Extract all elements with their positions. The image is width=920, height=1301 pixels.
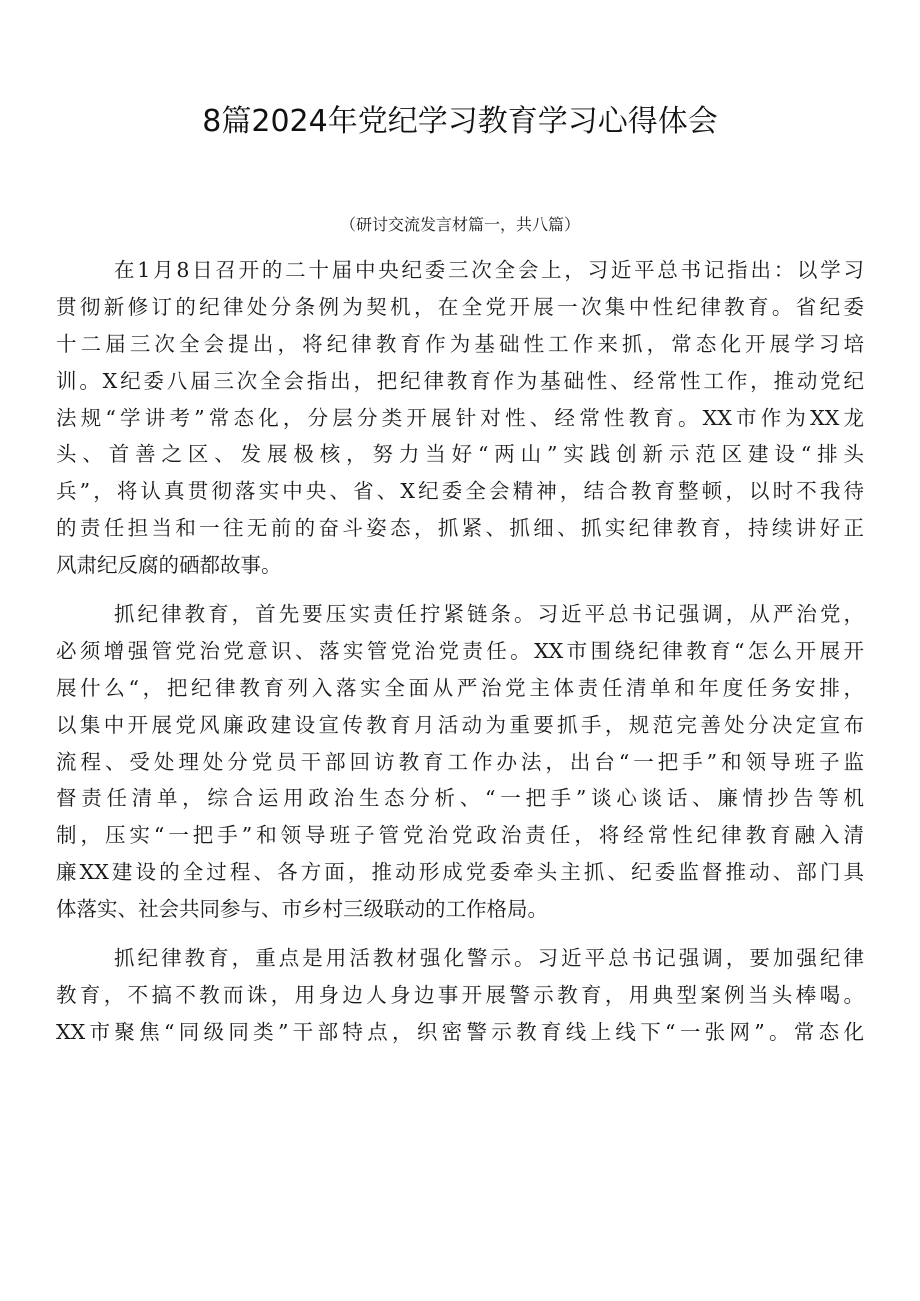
text-line: 以集中开展党风廉政建设宣传教育月活动为重要抓手，规范完善处分决定宣布: [56, 712, 864, 737]
document-subtitle: （研讨交流发言材篇一，共八篇）: [339, 215, 580, 234]
paragraph: [56, 596, 864, 928]
text-line: 廉XX建设的全过程、各方面，推动形成党委牵头主抓、纪委监督推动、部门具: [56, 860, 864, 885]
text-line: 的责任担当和一往无前的奋斗姿态，抓紧、抓细、抓实纪律教育，持续讲好正: [56, 516, 864, 541]
text-line: 必须增强管党治党意识、落实管党治党责任。XX市围绕纪律教育“怎么开展开: [56, 638, 864, 663]
text-line: 兵”，将认真贯彻落实中央、省、X纪委全会精神，结合教育整顿，以时不我待: [56, 479, 864, 504]
text-line: 教育，不搞不教而诛，用身边人身边事开展警示教育，用典型案例当头棒喝。: [56, 982, 864, 1007]
text-line: 法规“学讲考”常态化，分层分类开展针对性、经常性教育。XX市作为XX龙: [56, 405, 864, 430]
text-line: 抓纪律教育，首先要压实责任拧紧链条。习近平总书记强调，从严治党，: [114, 602, 864, 627]
text-line: 体落实、社会共同参与、市乡村三级联动的工作格局。: [56, 897, 548, 922]
text-line: 头、首善之区、发展极核，努力当好“两山”实践创新示范区建设“排头: [56, 442, 864, 467]
paragraph: [56, 940, 864, 1051]
text-line: XX市聚焦“同级同类”干部特点，织密警示教育线上线下“一张网”。常态化: [56, 1019, 864, 1044]
text-line: 展什么“，把纪律教育列入落实全面从严治党主体责任清单和年度任务安排，: [56, 675, 864, 700]
text-line: 贯彻新修订的纪律处分条例为契机，在全党开展一次集中性纪律教育。省纪委: [56, 294, 864, 319]
text-line: 督责任清单，综合运用政治生态分析、“一把手”谈心谈话、廉情抄告等机: [56, 786, 864, 811]
text-line: 抓纪律教育，重点是用活教材强化警示。习近平总书记强调，要加强纪律: [114, 946, 864, 971]
text-line: 风肃纪反腐的硒都故事。: [56, 553, 282, 578]
document-title: 8篇2024年党纪学习教育学习心得体会: [202, 104, 718, 139]
text-line: 十二届三次全会提出，将纪律教育作为基础性工作来抓，常态化开展学习培: [56, 331, 864, 356]
text-line: 制，压实“一把手”和领导班子管党治党政治责任，将经常性纪律教育融入清: [56, 823, 864, 848]
text-line: 训。X纪委八届三次全会指出，把纪律教育作为基础性、经常性工作，推动党纪: [56, 368, 864, 393]
document-body: [56, 252, 864, 1063]
text-line: 在1月8日召开的二十届中央纪委三次全会上，习近平总书记指出：以学习: [114, 258, 864, 282]
text-line: 流程、受处理处分党员干部回访教育工作办法，出台“一把手”和领导班子监: [56, 749, 864, 774]
paragraph: [56, 252, 864, 584]
